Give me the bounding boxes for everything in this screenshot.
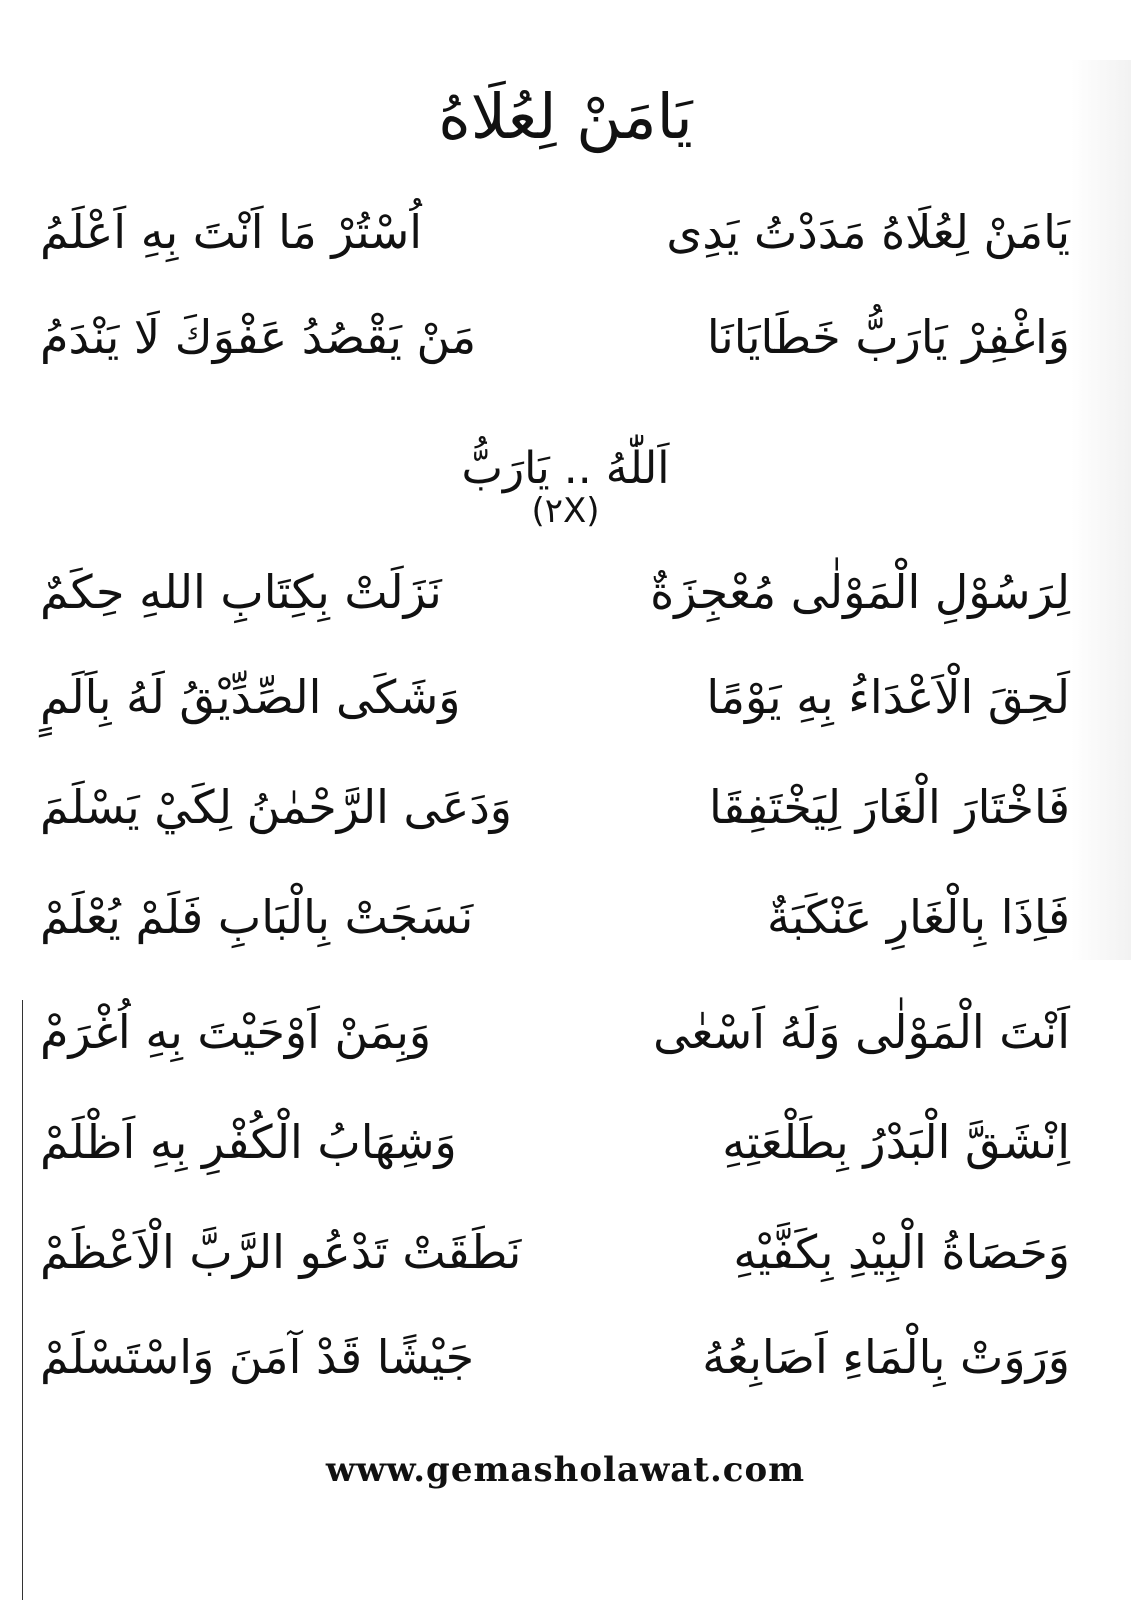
stanza-first-half: لِرَسُوْلِ الْمَوْلٰى مُعْجِزَةٌ	[650, 565, 1070, 619]
stanza-first-half: وَرَوَتْ بِالْمَاءِ اَصَابِعُهُ	[702, 1330, 1070, 1384]
stanza-first-half: لَحِقَ الْاَعْدَاءُ بِهِ يَوْمًا	[706, 670, 1070, 724]
website-watermark: www.gemasholawat.com	[325, 1450, 806, 1490]
page-edge-line	[22, 1000, 23, 1600]
stanza-line	[40, 565, 1070, 620]
stanza-second-half: وَشَكَى الصِّدِّيْقُ لَهُ بِاَلَمٍ	[40, 670, 461, 724]
stanza-first-half: فَاِذَا بِالْغَارِ عَنْكَبَةٌ	[766, 890, 1070, 944]
verse-first-half: وَاغْفِرْ يَارَبُّ خَطَايَانَا	[706, 310, 1070, 364]
stanza-second-half: وَبِمَنْ اَوْحَيْتَ بِهِ اُغْرَمْ	[40, 1005, 432, 1059]
page-title: يَامَنْ لِعُلَاهُ	[438, 80, 693, 153]
stanza-first-half: اِنْشَقَّ الْبَدْرُ بِطَلْعَتِهِ	[722, 1115, 1070, 1169]
stanza-second-half: نَزَلَتْ بِكِتَابِ اللهِ حِكَمٌ	[40, 565, 442, 619]
stanza-second-half: وَدَعَى الرَّحْمٰنُ لِكَيْ يَسْلَمَ	[40, 780, 513, 834]
verse-line	[40, 310, 1070, 365]
stanza-second-half: نَسَجَتْ بِالْبَابِ فَلَمْ يُعْلَمْ	[40, 890, 474, 944]
stanza-second-half: نَطَقَتْ تَدْعُو الرَّبَّ الْاَعْظَمْ	[40, 1225, 522, 1279]
verse-line	[40, 205, 1070, 260]
verse-first-half: يَامَنْ لِعُلَاهُ مَدَدْتُ يَدِى	[666, 205, 1070, 259]
stanza-second-half: جَيْشًا قَدْ آمَنَ وَاسْتَسْلَمْ	[40, 1330, 475, 1384]
stanza-line	[40, 670, 1070, 725]
verse-second-half: مَنْ يَقْصُدُ عَفْوَكَ لَا يَنْدَمُ	[40, 310, 477, 364]
stanza-line	[40, 1330, 1070, 1385]
stanza-line	[40, 780, 1070, 835]
stanza-first-half: وَحَصَاةُ الْبِيْدِ بِكَفَّيْهِ	[733, 1225, 1070, 1279]
chorus-repeat: (٢X)	[531, 491, 600, 532]
verse-second-half: اُسْتُرْ مَا اَنْتَ بِهِ اَعْلَمُ	[40, 205, 423, 259]
stanza-line	[40, 1005, 1070, 1060]
stanza-first-half: اَنْتَ الْمَوْلٰى وَلَهُ اَسْعٰى	[653, 1005, 1070, 1059]
stanza-line	[40, 1115, 1070, 1170]
chorus-text: اَللّٰهُ .. يَارَبُّ	[461, 443, 670, 494]
stanza-first-half: فَاخْتَارَ الْغَارَ لِيَخْتَفِقَا	[708, 780, 1070, 834]
stanza-line	[40, 1225, 1070, 1280]
chorus	[0, 445, 1131, 531]
stanza-second-half: وَشِهَابُ الْكُفْرِ بِهِ اَظْلَمْ	[40, 1115, 457, 1169]
stanza-line	[40, 890, 1070, 945]
